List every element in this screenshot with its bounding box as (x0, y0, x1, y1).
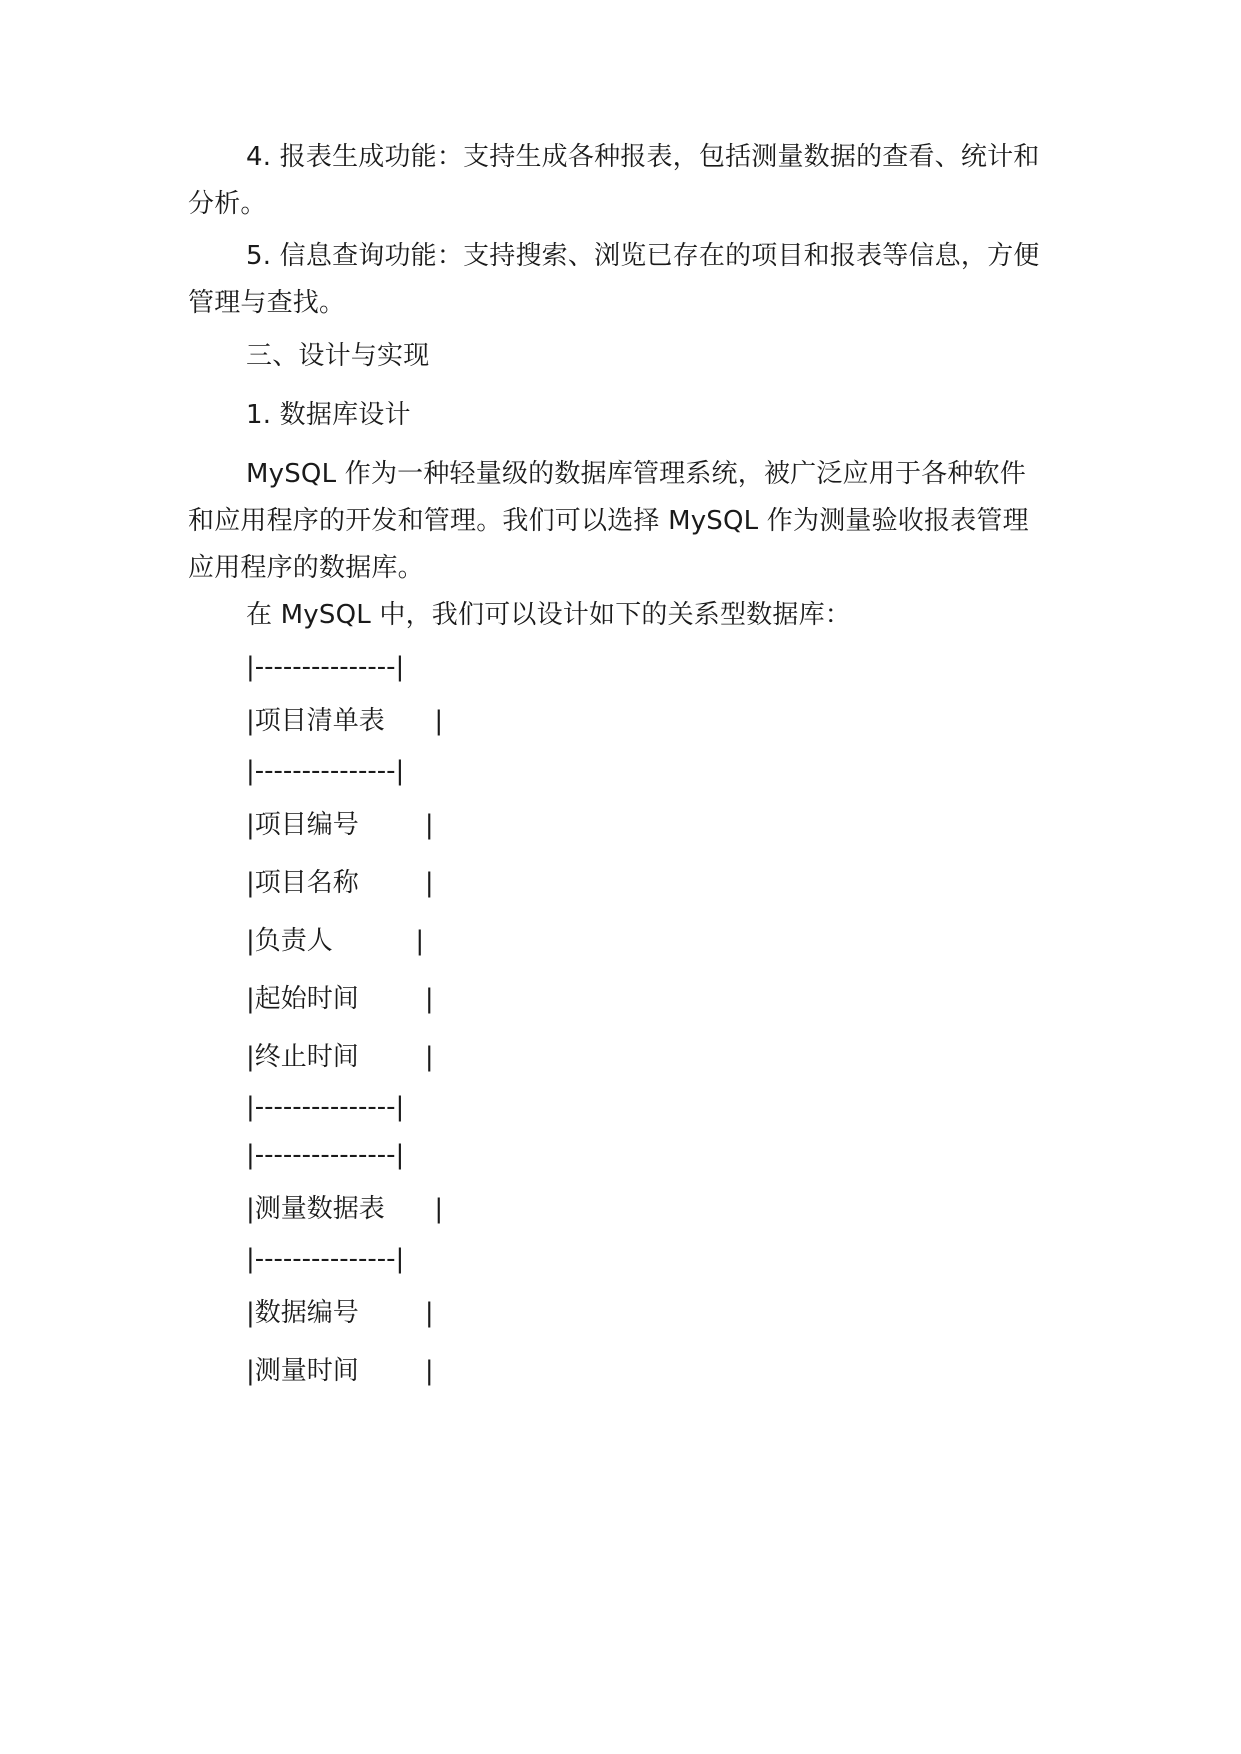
schema-line: |项目清单表 | (246, 706, 444, 736)
section-heading-design: 三、设计与实现 (246, 341, 430, 371)
paragraph-mysql-design: 在 MySQL 中，我们可以设计如下的关系型数据库： (246, 600, 852, 630)
schema-line: |---------------| (246, 1092, 405, 1122)
paragraph-info-query: 5. 信息查询功能：支持搜索、浏览已存在的项目和报表等信息，方便管理与查找。 (188, 241, 1040, 318)
schema-line: |项目名称 | (246, 868, 434, 898)
schema-line: |数据编号 | (246, 1298, 434, 1328)
schema-line: |终止时间 | (246, 1042, 434, 1072)
subsection-heading-database: 1. 数据库设计 (246, 400, 411, 430)
schema-line: |---------------| (246, 1140, 405, 1170)
schema-line: |负责人 | (246, 926, 425, 956)
schema-line: |测量时间 | (246, 1356, 434, 1386)
paragraph-report-generation: 4. 报表生成功能：支持生成各种报表，包括测量数据的查看、统计和分析。 (188, 142, 1040, 219)
schema-line: |---------------| (246, 652, 405, 682)
schema-line: |项目编号 | (246, 810, 434, 840)
schema-line: |起始时间 | (246, 984, 434, 1014)
schema-line: |测量数据表 | (246, 1194, 444, 1224)
schema-line: |---------------| (246, 1244, 405, 1274)
schema-line: |---------------| (246, 756, 405, 786)
paragraph-mysql-intro: MySQL 作为一种轻量级的数据库管理系统，被广泛应用于各种软件和应用程序的开发和管理。我们可以选择 MySQL 作为测量验收报表管理应用程序的数据库。 (188, 459, 1029, 583)
